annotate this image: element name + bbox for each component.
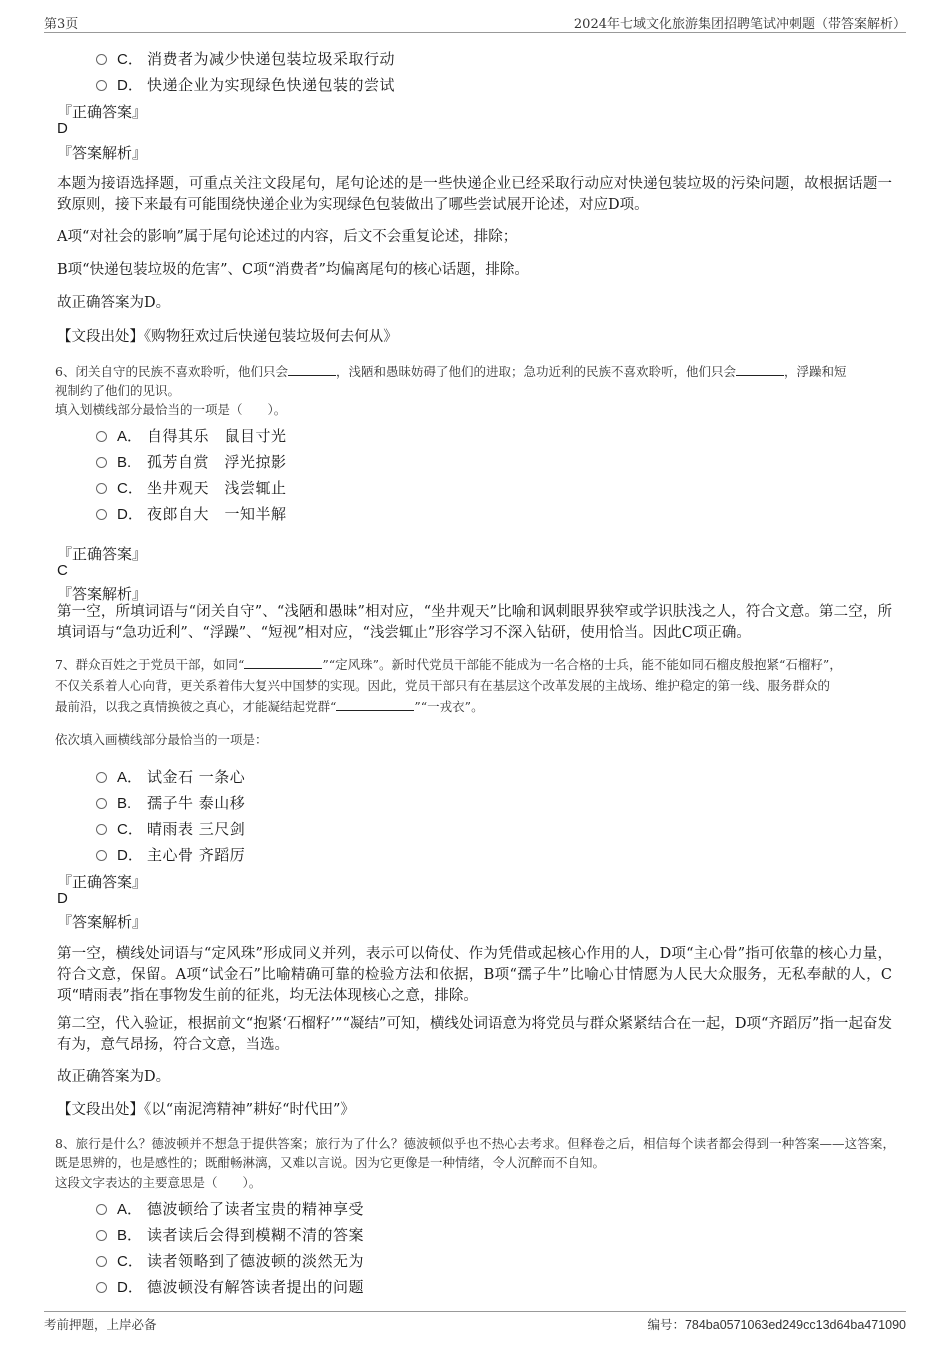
question-stem: 8、旅行是什么？德波顿并不想急于提供答案；旅行为了什么？德波顿似乎也不热心去考求。但释卷之后，相信每个读者都会得到一种答案——这答案，既是思辨的，也是感性的；既酣畅淋漓，又难以言说。因为它更像是一种情绪，令人沉醉而不自知。 xyxy=(55,1136,895,1170)
question-stem: 7、群众百姓之于党员干部，如同“ ”“定风珠”。新时代党员干部能不能成为一名合格的士兵，能不能如同石榴皮般抱紧“石榴籽”， 不仅关系着人心向背，更关系着伟大复兴中国梦的实现。因此，党员干部只有在基层这个改革发展的主战场、维护稳定的第一线、服务群众的 最前沿，以我之真情换彼之真心，才能凝结起党群“ ”“一戎衣”。 xyxy=(55,657,842,714)
radio-icon[interactable] xyxy=(96,1230,107,1241)
question-prompt: 依次填入画横线部分最恰当的一项是： xyxy=(55,732,268,747)
radio-icon[interactable] xyxy=(96,772,107,783)
correct-answer: C xyxy=(57,562,68,579)
radio-icon[interactable] xyxy=(96,1204,107,1215)
option-c[interactable]: C． 读者领略到了德波顿的淡然无为 xyxy=(96,1250,364,1271)
radio-icon[interactable] xyxy=(96,54,107,65)
document-title: 2024年七域文化旅游集团招聘笔试冲刺题（带答案解析） xyxy=(573,17,906,32)
option-a[interactable]: A． 德波顿给了读者宝贵的精神享受 xyxy=(96,1198,364,1219)
analysis-paragraph: 第二空，代入验证，根据前文“抱紧‘石榴籽’”“凝结”可知，横线处词语意为将党员与群众紧紧结合在一起，D项“齐蹈厉”指一起奋发有为，意气昂扬，符合文意，当选。 xyxy=(57,1016,892,1053)
option-b[interactable]: B． 读者读后会得到模糊不清的答案 xyxy=(96,1224,364,1245)
correct-answer: D xyxy=(57,120,68,137)
correct-answer: D xyxy=(57,890,68,907)
analysis-paragraph: 故正确答案为D。 xyxy=(57,1069,171,1085)
analysis-paragraph: 故正确答案为D。 xyxy=(57,295,171,311)
question-prompt: 填入划横线部分最恰当的一项是（ ）。 xyxy=(55,402,287,417)
option-c[interactable]: C． 晴雨表 三尺剑 xyxy=(96,818,245,839)
page-footer xyxy=(44,1311,906,1336)
radio-icon[interactable] xyxy=(96,509,107,520)
radio-icon[interactable] xyxy=(96,1282,107,1293)
analysis-paragraph: 本题为接语选择题，可重点关注文段尾句，尾句论述的是一些快递企业已经采取行动应对快递包装垃圾的污染问题，故根据话题一致原则，接下来最有可能围绕快递企业为实现绿色包装做出了哪些尝试展开论述，对应D项。 xyxy=(57,176,892,213)
page-header xyxy=(44,10,906,33)
option-d[interactable]: D． 主心骨 齐蹈厉 xyxy=(96,844,245,865)
option-b[interactable]: B. 孤芳自赏 浮光掠影 xyxy=(96,451,287,472)
radio-icon[interactable] xyxy=(96,431,107,442)
option-d[interactable]: D． 快递企业为实现绿色快递包装的尝试 xyxy=(96,74,395,95)
radio-icon[interactable] xyxy=(96,483,107,494)
radio-icon[interactable] xyxy=(96,798,107,809)
answer-label: 『正确答案』 xyxy=(57,545,148,563)
page-number: 第3页 xyxy=(44,17,79,32)
option-b[interactable]: B. 孺子牛 泰山移 xyxy=(96,792,245,813)
analysis-label: 『答案解析』 xyxy=(57,144,148,162)
answer-label: 『正确答案』 xyxy=(57,873,148,891)
radio-icon[interactable] xyxy=(96,850,107,861)
radio-icon[interactable] xyxy=(96,80,107,91)
analysis-paragraph: B项“快递包装垃圾的危害”、C项“消费者”均偏离尾句的核心话题，排除。 xyxy=(57,262,529,278)
source-citation: 【文段出处】《以“南泥湾精神”耕好“时代田”》 xyxy=(57,1102,355,1118)
analysis-label: 『答案解析』 xyxy=(57,585,148,603)
document-id: 编号：784ba0571063ed249cc13d64ba471090 xyxy=(647,1318,906,1332)
source-citation: 【文段出处】《购物狂欢过后快递包装垃圾何去何从》 xyxy=(57,329,398,345)
footer-slogan: 考前押题，上岸必备 xyxy=(44,1317,157,1332)
option-a[interactable]: A． 试金石 一条心 xyxy=(96,766,245,787)
radio-icon[interactable] xyxy=(96,457,107,468)
option-d[interactable]: D． 德波顿没有解答读者提出的问题 xyxy=(96,1276,364,1297)
option-c[interactable]: C． 坐井观天 浅尝辄止 xyxy=(96,477,287,498)
option-a[interactable]: A． 自得其乐 鼠目寸光 xyxy=(96,425,287,446)
analysis-paragraph: 第一空，所填词语与“闭关自守”、“浅陋和愚昧”相对应，“坐井观天”比喻和讽刺眼界狭窄或学识肤浅之人，符合文意。第二空，所填词语与“急功近利”、“浮躁”、“短视”相对应，“浅尝辄止”形容学习不深入钻研，使用恰当。因此C项正确。 xyxy=(57,604,892,641)
answer-label: 『正确答案』 xyxy=(57,103,148,121)
question-prompt: 这段文字表达的主要意思是（ ）。 xyxy=(55,1175,262,1190)
radio-icon[interactable] xyxy=(96,824,107,835)
analysis-paragraph: A项“对社会的影响”属于尾句论述过的内容，后文不会重复论述，排除； xyxy=(57,229,518,245)
analysis-label: 『答案解析』 xyxy=(57,913,148,931)
option-d[interactable]: D． 夜郎自大 一知半解 xyxy=(96,503,287,524)
question-stem: 6、闭关自守的民族不喜欢聆听，他们只会 ，浅陋和愚昧妨碍了他们的进取；急功近利的民族不喜欢聆听，他们只会 ，浮躁和短 视制约了他们的见识。 填入划横线部分最恰当的一项是（ ）。 xyxy=(55,364,847,417)
option-c[interactable]: C． 消费者为减少快递包装垃圾采取行动 xyxy=(96,48,395,69)
radio-icon[interactable] xyxy=(96,1256,107,1267)
analysis-paragraph: 第一空，横线处词语与“定风珠”形成同义并列，表示可以倚仗、作为凭借或起核心作用的人，D项“主心骨”指可依靠的核心力量，符合文意，保留。A项“试金石”比喻精确可靠的检验方法和依据，B项“孺子牛”比喻心甘情愿为人民大众服务，无私奉献的人，C项“晴雨表”指在事物发生前的征兆，均无法体现核心之意，排除。 xyxy=(57,946,892,1004)
